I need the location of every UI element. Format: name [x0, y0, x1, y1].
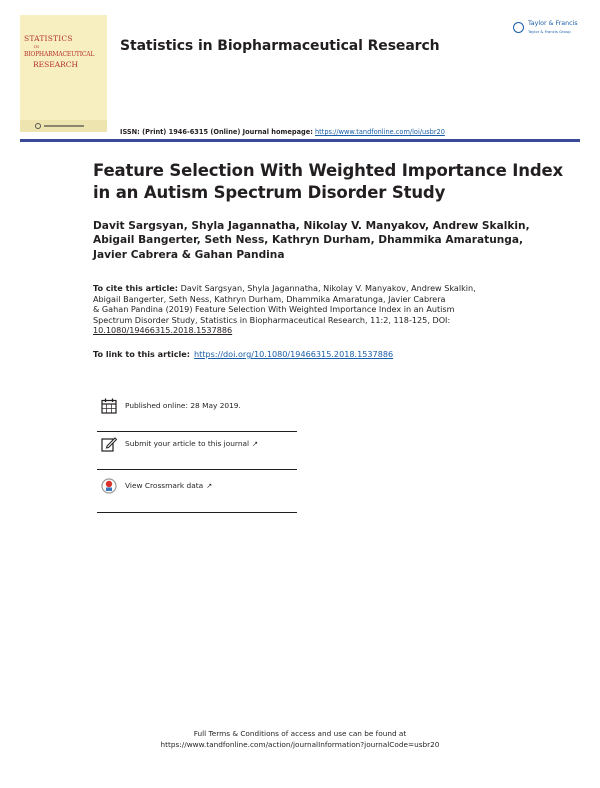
journal-title: Statistics in Biopharmaceutical Research — [120, 38, 440, 54]
crossmark-row[interactable] — [97, 476, 297, 512]
issn-line — [120, 128, 445, 136]
author-line: Abigail Bangerter, Seth Ness, Kathryn Durham, Dhammika Amaratunga, — [93, 234, 524, 247]
row-divider — [97, 469, 297, 470]
submit-article-link[interactable] — [125, 439, 258, 448]
published-online-text: Published online: 28 May 2019. — [125, 401, 241, 410]
submit-row[interactable] — [97, 434, 297, 470]
article-link-line — [93, 349, 393, 359]
crossmark-text: View Crossmark data — [125, 481, 204, 490]
cover-title-biopharmaceutical: BIOPHARMACEUTICAL — [24, 51, 95, 58]
issn-label: ISSN: (Print) 1946-6315 (Online) Journal homepage: — [120, 128, 313, 136]
row-divider — [97, 431, 297, 432]
citation-doi-link[interactable]: 10.1080/19466315.2018.1537886 — [93, 325, 233, 336]
citation-label: To cite this article: — [93, 283, 179, 293]
crossmark-link[interactable] — [125, 481, 212, 490]
citation-text: Spectrum Disorder Study, Statistics in Biopharmaceutical Research, 11:2, 118-125, DOI: — [93, 314, 451, 325]
author-line: Javier Cabrera & Gahan Pandina — [93, 248, 285, 261]
cover-title-in: IN — [34, 44, 40, 49]
terms-text: Full Terms & Conditions of access and use can be found at — [193, 729, 407, 738]
row-divider — [97, 512, 297, 513]
cover-publisher-bar — [44, 125, 84, 127]
published-row — [97, 396, 297, 432]
citation-text: Abigail Bangerter, Seth Ness, Kathryn Durham, Dhammika Amaratunga, Javier Cabrera — [93, 293, 446, 304]
terms-link[interactable]: https://www.tandfonline.com/action/journalInformation?journalCode=usbr20 — [160, 740, 440, 749]
cover-publisher-icon — [35, 123, 41, 129]
calendar-icon — [101, 398, 117, 414]
author-list — [93, 219, 573, 262]
submit-article-text: Submit your article to this journal — [125, 439, 250, 448]
crossmark-icon — [101, 478, 117, 494]
article-title-line: in an Autism Spectrum Disorder Study — [93, 183, 446, 202]
citation-text: Davit Sargsyan, Shyla Jagannatha, Nikolay V. Manyakov, Andrew Skalkin, — [178, 283, 476, 293]
header-divider — [20, 139, 580, 142]
article-title-line: Feature Selection With Weighted Importance Index — [93, 161, 564, 180]
terms-footer — [0, 728, 600, 750]
citation-block — [93, 283, 573, 336]
article-link-label: To link to this article: — [93, 349, 191, 359]
publisher-logo-name: Taylor & Francis — [528, 20, 578, 27]
external-link-icon: ↗ — [252, 440, 258, 448]
cover-title-statistics: STATISTICS — [24, 34, 73, 43]
citation-text: & Gahan Pandina (2019) Feature Selection With Weighted Importance Index in an Autism — [93, 304, 455, 315]
cover-footer — [20, 120, 107, 132]
publisher-logo-icon — [513, 22, 524, 33]
article-doi-link[interactable]: https://doi.org/10.1080/19466315.2018.1537886 — [194, 349, 394, 359]
journal-cover — [20, 15, 107, 132]
edit-icon — [101, 436, 117, 452]
author-line: Davit Sargsyan, Shyla Jagannatha, Nikolay V. Manyakov, Andrew Skalkin, — [93, 220, 530, 232]
publisher-logo[interactable] — [513, 20, 581, 40]
external-link-icon: ↗ — [206, 482, 213, 490]
journal-homepage-link[interactable]: https://www.tandfonline.com/loi/usbr20 — [314, 128, 445, 136]
article-title — [93, 160, 564, 204]
cover-title-research: RESEARCH — [33, 60, 79, 69]
publisher-logo-group: Taylor & Francis Group — [528, 29, 571, 34]
